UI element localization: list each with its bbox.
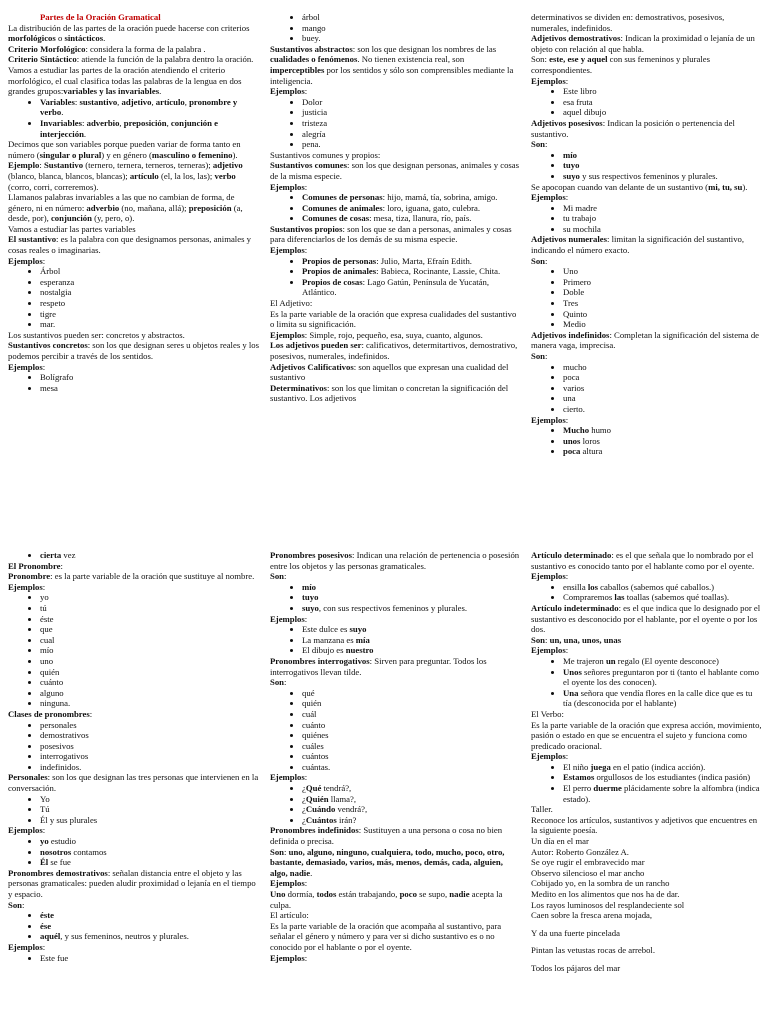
paragraph: Reconoce los artículos, sustantivos y adjetivos que encuentres en la siguiente poesía. — [531, 814, 758, 836]
list-item: • ése — [40, 921, 260, 932]
paragraph: Ejemplos: — [8, 825, 46, 836]
list-item: • mucho — [563, 362, 763, 373]
paragraph: El Adjetivo: — [270, 298, 313, 309]
paragraph: Ejemplos: — [8, 361, 46, 372]
list-item: • Uno — [563, 266, 763, 277]
bullet-list — [270, 192, 520, 224]
paragraph: Uno dormía, todos están trabajando, poco se supo, nadie acepta la culpa. — [270, 889, 503, 910]
paragraph: Caen sobre la fresca arena mojada, — [531, 910, 653, 921]
paragraph: Ejemplos: — [531, 645, 569, 656]
list-item: • cierta vez — [40, 550, 260, 561]
list-item: • Variables: sustantivo, adjetivo, artículo, pronombre y verbo. — [40, 97, 260, 118]
top-right-column — [531, 12, 763, 512]
paragraph: Ejemplos: — [270, 952, 308, 963]
bullet-list — [270, 12, 520, 44]
stanza-gap — [531, 956, 763, 963]
paragraph: Artículo determinado: es el que señala que lo nombrado por el sustantivo es conocido tanto por el hablante como por el oyente. — [531, 550, 755, 571]
list-item: • uno — [40, 656, 260, 667]
paragraph: Decimos que son variables porque pueden variar de forma tanto en número (singular o plural) y en género (masculino o femenino). — [8, 139, 241, 160]
paragraph: Son: — [531, 255, 548, 266]
paragraph: Los sustantivos pueden ser: concretos y abstractos. — [8, 329, 185, 340]
paragraph: Y da una fuerte pincelada — [531, 927, 620, 938]
paragraph: determinativos se dividen en: demostrativos, posesivos, numerales, indefinidos. — [531, 12, 725, 33]
paragraph: Sustantivos comunes y propios: — [270, 149, 381, 160]
paragraph: Ejemplos: Simple, rojo, pequeño, esa, suya, cuanto, algunos. — [270, 329, 483, 340]
list-item: • cuánto — [40, 677, 260, 688]
list-item: • éste — [40, 614, 260, 625]
list-item: • su mochila — [563, 224, 763, 235]
bullet-list — [270, 582, 520, 614]
paragraph: Ejemplos: — [270, 772, 308, 783]
list-item: • éste — [40, 910, 260, 921]
paragraph: El Pronombre: — [8, 560, 63, 571]
paragraph: Ejemplos: — [8, 941, 46, 952]
list-item: • cuánto — [302, 720, 520, 731]
list-item: • Árbol — [40, 266, 260, 277]
paragraph: Los adjetivos pueden ser: calificativos, determitartivos, demostrativo, posesivos, numerales, indefinidos. — [270, 340, 518, 361]
list-item: • una — [563, 393, 763, 404]
list-item: • Yo — [40, 794, 260, 805]
paragraph: Son: este, ese y aquel con sus femeninos y plurales correspondientes. — [531, 54, 711, 75]
paragraph: Sustantivos propios: son los que se dan a personas, animales y cosas para diferenciarlos de los demás de su misma especie. — [270, 223, 512, 245]
document-title: Partes de la Oración Gramatical — [40, 12, 161, 22]
paragraph: Ejemplos: — [531, 751, 569, 762]
list-item: • Estamos orgullosos de los estudiantes (indica pasión) — [563, 772, 763, 783]
paragraph: Vamos a estudiar las partes variables — [8, 223, 136, 234]
bottom-middle-column — [270, 550, 520, 1024]
list-item: • varios — [563, 383, 763, 394]
list-item: • Comunes de cosas: mesa, tiza, llanura, río, país. — [302, 213, 520, 224]
list-item: • posesivos — [40, 741, 260, 752]
paragraph: Cobijado yo, en la sombra de un rancho — [531, 878, 670, 889]
paragraph: La distribución de las partes de la oración puede hacerse con criterios morfológicos o sintácticos. — [8, 22, 250, 44]
bullet-list — [270, 256, 520, 298]
paragraph: Sustantivos comunes: son los que designan personas, animales y cosas de la misma especie. — [270, 160, 520, 181]
list-item: • Invariables: adverbio, preposición, conjunción e interjección. — [40, 118, 260, 139]
paragraph: Pronombres posesivos: Indican una relación de pertenencia o posesión entre los objetos y las personas gramaticales. — [270, 550, 520, 571]
bullet-list — [8, 794, 260, 826]
list-item: • tuyo — [563, 160, 763, 171]
paragraph: Ejemplos: — [8, 581, 46, 592]
bullet-list — [270, 688, 520, 773]
list-item: • cierto. — [563, 404, 763, 415]
list-item: • aquel dibujo — [563, 107, 763, 118]
list-item: • mesa — [40, 383, 260, 394]
list-item: • Este dulce es suyo — [302, 624, 520, 635]
list-item: • esa fruta — [563, 97, 763, 108]
paragraph: Ejemplos: — [531, 414, 569, 425]
bullet-list — [531, 762, 763, 804]
stanza-gap — [531, 938, 763, 945]
paragraph: Ejemplos: — [270, 613, 308, 624]
top-middle-column — [270, 12, 520, 512]
paragraph: Adjetivos numerales: limitan la significación del sustantivo, indicando el número exacto. — [531, 234, 745, 256]
paragraph: Autor: Roberto González A. — [531, 846, 629, 857]
list-item: • mío — [40, 645, 260, 656]
list-item: • Compraremos las toallas (sabemos qué toallas). — [563, 592, 763, 603]
list-item: • Dolor — [302, 97, 520, 108]
bullet-list — [8, 550, 260, 561]
paragraph: Los rayos luminosos del resplandeciente sol — [531, 899, 685, 910]
list-item: • nosotros contamos — [40, 847, 260, 858]
bullet-list — [270, 783, 520, 825]
list-item: • poca altura — [563, 446, 763, 457]
paragraph: Se apocopan cuando van delante de un sustantivo (mi, tu, su). — [531, 181, 748, 192]
list-item: • mío — [302, 582, 520, 593]
list-item: • ¿Cuántos irán? — [302, 815, 520, 826]
list-item: • ¿Quién llama?, — [302, 794, 520, 805]
list-item: • Me trajeron un regalo (El oyente desconoce) — [563, 656, 763, 667]
list-item: • Bolígrafo — [40, 372, 260, 383]
list-item: • ¿Qué tendrá?, — [302, 783, 520, 794]
list-item: • La manzana es mía — [302, 635, 520, 646]
list-item: • Este libro — [563, 86, 763, 97]
list-item: • cuántos — [302, 751, 520, 762]
list-item: • buey. — [302, 33, 520, 44]
list-item: • Propios de personas: Julio, Marta, Efraín Edith. — [302, 256, 520, 267]
list-item: • Unos señores preguntaron por ti (tanto el hablante como el oyente los des conocen). — [563, 667, 763, 688]
list-item: • Él y sus plurales — [40, 815, 260, 826]
paragraph: Son: — [270, 677, 287, 688]
paragraph: Son: — [531, 139, 548, 150]
bottom-right-column — [531, 550, 763, 1024]
list-item: • cuáles — [302, 741, 520, 752]
paragraph: Criterio Morfológico: considera la forma de la palabra . — [8, 43, 206, 54]
list-item: • cuántas. — [302, 762, 520, 773]
list-item: • quién — [40, 667, 260, 678]
list-item: • poca — [563, 372, 763, 383]
paragraph: Ejemplos: — [531, 571, 569, 582]
list-item: • árbol — [302, 12, 520, 23]
list-item: • Mucho humo — [563, 425, 763, 436]
paragraph: Todos los pájaros del mar — [531, 962, 621, 973]
list-item: • El dibujo es nuestro — [302, 645, 520, 656]
bullet-list — [270, 97, 520, 150]
paragraph: Ejemplos: — [8, 255, 46, 266]
list-item: • pena. — [302, 139, 520, 150]
list-item: • Comunes de animales: loro, iguana, gato, culebra. — [302, 203, 520, 214]
bullet-list — [531, 362, 763, 415]
list-item: • Mi madre — [563, 203, 763, 214]
list-item: • personales — [40, 720, 260, 731]
bullet-list — [531, 203, 763, 235]
paragraph: Personales: son los que designan las tres personas que intervienen en la conversación. — [8, 772, 259, 794]
list-item: • Doble — [563, 287, 763, 298]
list-item: • esperanza — [40, 277, 260, 288]
paragraph: Es la parte variable de la oración que acompaña al sustantivo, para señalar el género y número y para ver si dicho sustantivo es o no conocido por el hablante o por el oyente. — [270, 920, 502, 952]
list-item: • indefinidos. — [40, 762, 260, 773]
paragraph: Sustantivos abstractos: son los que designan los nombres de las cualidades o fenómenos. No tienen existencia real, son imperceptibles por los sentidos y sólo son comprensibles mediante la inteligencia. — [270, 43, 514, 86]
paragraph: Vamos a estudiar las partes de la oración atendiendo el criterio morfológico, el cual clasifica todas las palabras de la lengua en dos grandes grupos:variables y las invariables. — [8, 64, 242, 97]
paragraph: Artículo indeterminado: es el que indica que lo designado por el sustantivo es desconocido por el hablante, por el oyente o por los dos. — [531, 602, 761, 635]
list-item: • ensilla los caballos (sabemos qué caballos.) — [563, 582, 763, 593]
paragraph: Ejemplos: — [531, 192, 569, 203]
list-item: • suyo, con sus respectivos femeninos y plurales. — [302, 603, 520, 614]
list-item: • alguno — [40, 688, 260, 699]
bullet-list — [8, 97, 260, 139]
paragraph: Son: — [8, 899, 25, 910]
list-item: • tuyo — [302, 592, 520, 603]
list-item: • respeto — [40, 298, 260, 309]
list-item: • nostalgia — [40, 287, 260, 298]
paragraph: Pronombres interrogativos: Sirven para preguntar. Todos los interrogativos llevan tilde. — [270, 655, 487, 677]
list-item: • Tres — [563, 298, 763, 309]
list-item: • Medio — [563, 319, 763, 330]
list-item: • tristeza — [302, 118, 520, 129]
list-item: • ninguna. — [40, 698, 260, 709]
paragraph: Ejemplos: — [270, 245, 308, 256]
paragraph: El Verbo: — [531, 708, 564, 719]
paragraph: Son: — [531, 351, 548, 361]
bullet-list — [531, 425, 763, 457]
list-item: • justicia — [302, 107, 520, 118]
list-item: • suyo y sus respectivos femeninos y plurales. — [563, 171, 763, 182]
list-item: • alegría — [302, 129, 520, 140]
paragraph: Pintan las vetustas rocas de arrebol. — [531, 945, 656, 956]
list-item: • aquél, y sus femeninos, neutros y plurales. — [40, 931, 260, 942]
top-left-column — [8, 12, 260, 512]
list-item: • unos loros — [563, 436, 763, 447]
stanza-gap — [531, 921, 763, 928]
paragraph: Sustantivos concretos: son los que designan seres u objetos reales y los podemos percibir a través de los sentidos. — [8, 340, 260, 361]
list-item: • tú — [40, 603, 260, 614]
list-item: • El perro duerme plácidamente sobre la alfombra (indica estado). — [563, 783, 763, 804]
paragraph: Son: — [270, 571, 287, 582]
paragraph: Adjetivos posesivos: Indican la posición o pertenencia del sustantivo. — [531, 117, 735, 139]
bullet-list — [531, 86, 763, 118]
list-item: • interrogativos — [40, 751, 260, 762]
list-item: • qué — [302, 688, 520, 699]
bullet-list — [531, 656, 763, 709]
paragraph: Ejemplos: — [531, 75, 569, 86]
paragraph: Taller. — [531, 804, 553, 815]
list-item: • quiénes — [302, 730, 520, 741]
bullet-list — [531, 582, 763, 603]
paragraph: Criterio Sintáctico: atiende la función de la palabra dentro la oración. — [8, 54, 254, 65]
list-item: • Una señora que vendía flores en la calle dice que es tu tía (desconocida por el hablante) — [563, 688, 763, 709]
paragraph: Ejemplos: — [270, 878, 308, 889]
list-item: • Quinto — [563, 309, 763, 320]
bullet-list — [8, 836, 260, 868]
bullet-list — [270, 624, 520, 656]
list-item: • mango — [302, 23, 520, 34]
list-item: • El niño juega en el patio (indica acción). — [563, 762, 763, 773]
bullet-list — [8, 910, 260, 942]
list-item: • Él se fue — [40, 857, 260, 868]
paragraph: Pronombres indefinidos: Sustituyen a una persona o cosa no bien definida o precisa. — [270, 825, 503, 847]
bullet-list — [531, 266, 763, 330]
paragraph: El artículo: — [270, 910, 309, 921]
list-item: • Propios de animales: Babieca, Rocinante, Lassie, Chita. — [302, 266, 520, 277]
list-item: • tigre — [40, 309, 260, 320]
bullet-list — [531, 150, 763, 182]
paragraph: Es la parte variable de la oración que expresa acción, movimiento, pasión o estado en que se encuentra el sujeto y funciona como predicado oracional. — [531, 719, 762, 751]
list-item: • cuál — [302, 709, 520, 720]
paragraph: El sustantivo: es la palabra con que designamos personas, animales y cosas reales o imaginarias. — [8, 234, 251, 256]
bullet-list — [8, 372, 260, 393]
paragraph: Ejemplo: Sustantivo (ternero, ternera, terneros, terneras); adjetivo (blanco, blanca, blancos, blancas); artículo (el, la los, las); verbo (corro, corri, correremos). — [8, 160, 243, 192]
list-item: • Propios de cosas: Lago Gatún, Península de Yucatán, Atlántico. — [302, 277, 520, 298]
bullet-list — [8, 953, 260, 964]
paragraph: Ejemplos: — [270, 86, 308, 97]
paragraph: Clases de pronombres: — [8, 708, 93, 719]
paragraph: Pronombre: es la parte variable de la oración que sustituye al nombre. — [8, 571, 255, 582]
paragraph: Adjetivos indefinidos: Completan la significación del sistema de manera vaga, imprecisa. — [531, 329, 760, 351]
bullet-list — [8, 266, 260, 330]
list-item: • cual — [40, 635, 260, 646]
paragraph: Ejemplos: — [270, 181, 308, 192]
list-item: • mío — [563, 150, 763, 161]
list-item: • mar. — [40, 319, 260, 330]
list-item: • Este fue — [40, 953, 260, 964]
paragraph: Observo silencioso el mar ancho — [531, 867, 645, 878]
bullet-list — [8, 720, 260, 773]
list-item: • quién — [302, 698, 520, 709]
list-item: • demostrativos — [40, 730, 260, 741]
list-item: • yo estudio — [40, 836, 260, 847]
list-item: • tu trabajo — [563, 213, 763, 224]
paragraph: Son: un, una, unos, unas — [531, 634, 622, 645]
list-item: • Primero — [563, 277, 763, 288]
list-item: • yo — [40, 592, 260, 603]
paragraph: Se oye rugir el embravecido mar — [531, 857, 645, 868]
paragraph: Son: uno, alguno, ninguno, cualquiera, todo, mucho, poco, otro, bastante, demasiado, varios, más, menos, demás, cada, alguien, algo, nadie. — [270, 846, 505, 878]
list-item: • Tú — [40, 804, 260, 815]
list-item: • que — [40, 624, 260, 635]
paragraph: Medito en los alimentos que nos ha de dar. — [531, 889, 680, 899]
paragraph: Llamanos palabras invariables a las que no cambian de forma, de género, ni en número: adverbio (no, mañana, allá); preposición (a, desde, por), conjunción (y, pero, o). — [8, 192, 243, 224]
paragraph: Adjetivos demostrativos: Indican la proximidad o lejanía de un objeto con relación al que habla. — [531, 33, 755, 54]
paragraph: Determinativos: son los que limitan o concretan la significación del sustantivo. Los adjetivos — [270, 382, 509, 404]
list-item: • ¿Cuándo vendrá?, — [302, 804, 520, 815]
bottom-left-column — [8, 550, 260, 1024]
paragraph: Pronombres demostrativos: señalan distancia entre el objeto y las personas gramaticales: pueden aludir proximidad o lejanía en el tiempo y espacio. — [8, 867, 256, 899]
list-item: • Comunes de personas: hijo, mamá, tía, sobrina, amigo. — [302, 192, 520, 203]
paragraph: Un día en el mar — [531, 836, 589, 847]
paragraph: Es la parte variable de la oración que expresa cualidades del sustantivo o limita su significación. — [270, 308, 517, 330]
paragraph: Adjetivos Calificativos: son aquellos que expresan una cualidad del sustantivo — [270, 361, 509, 383]
bullet-list — [8, 592, 260, 709]
